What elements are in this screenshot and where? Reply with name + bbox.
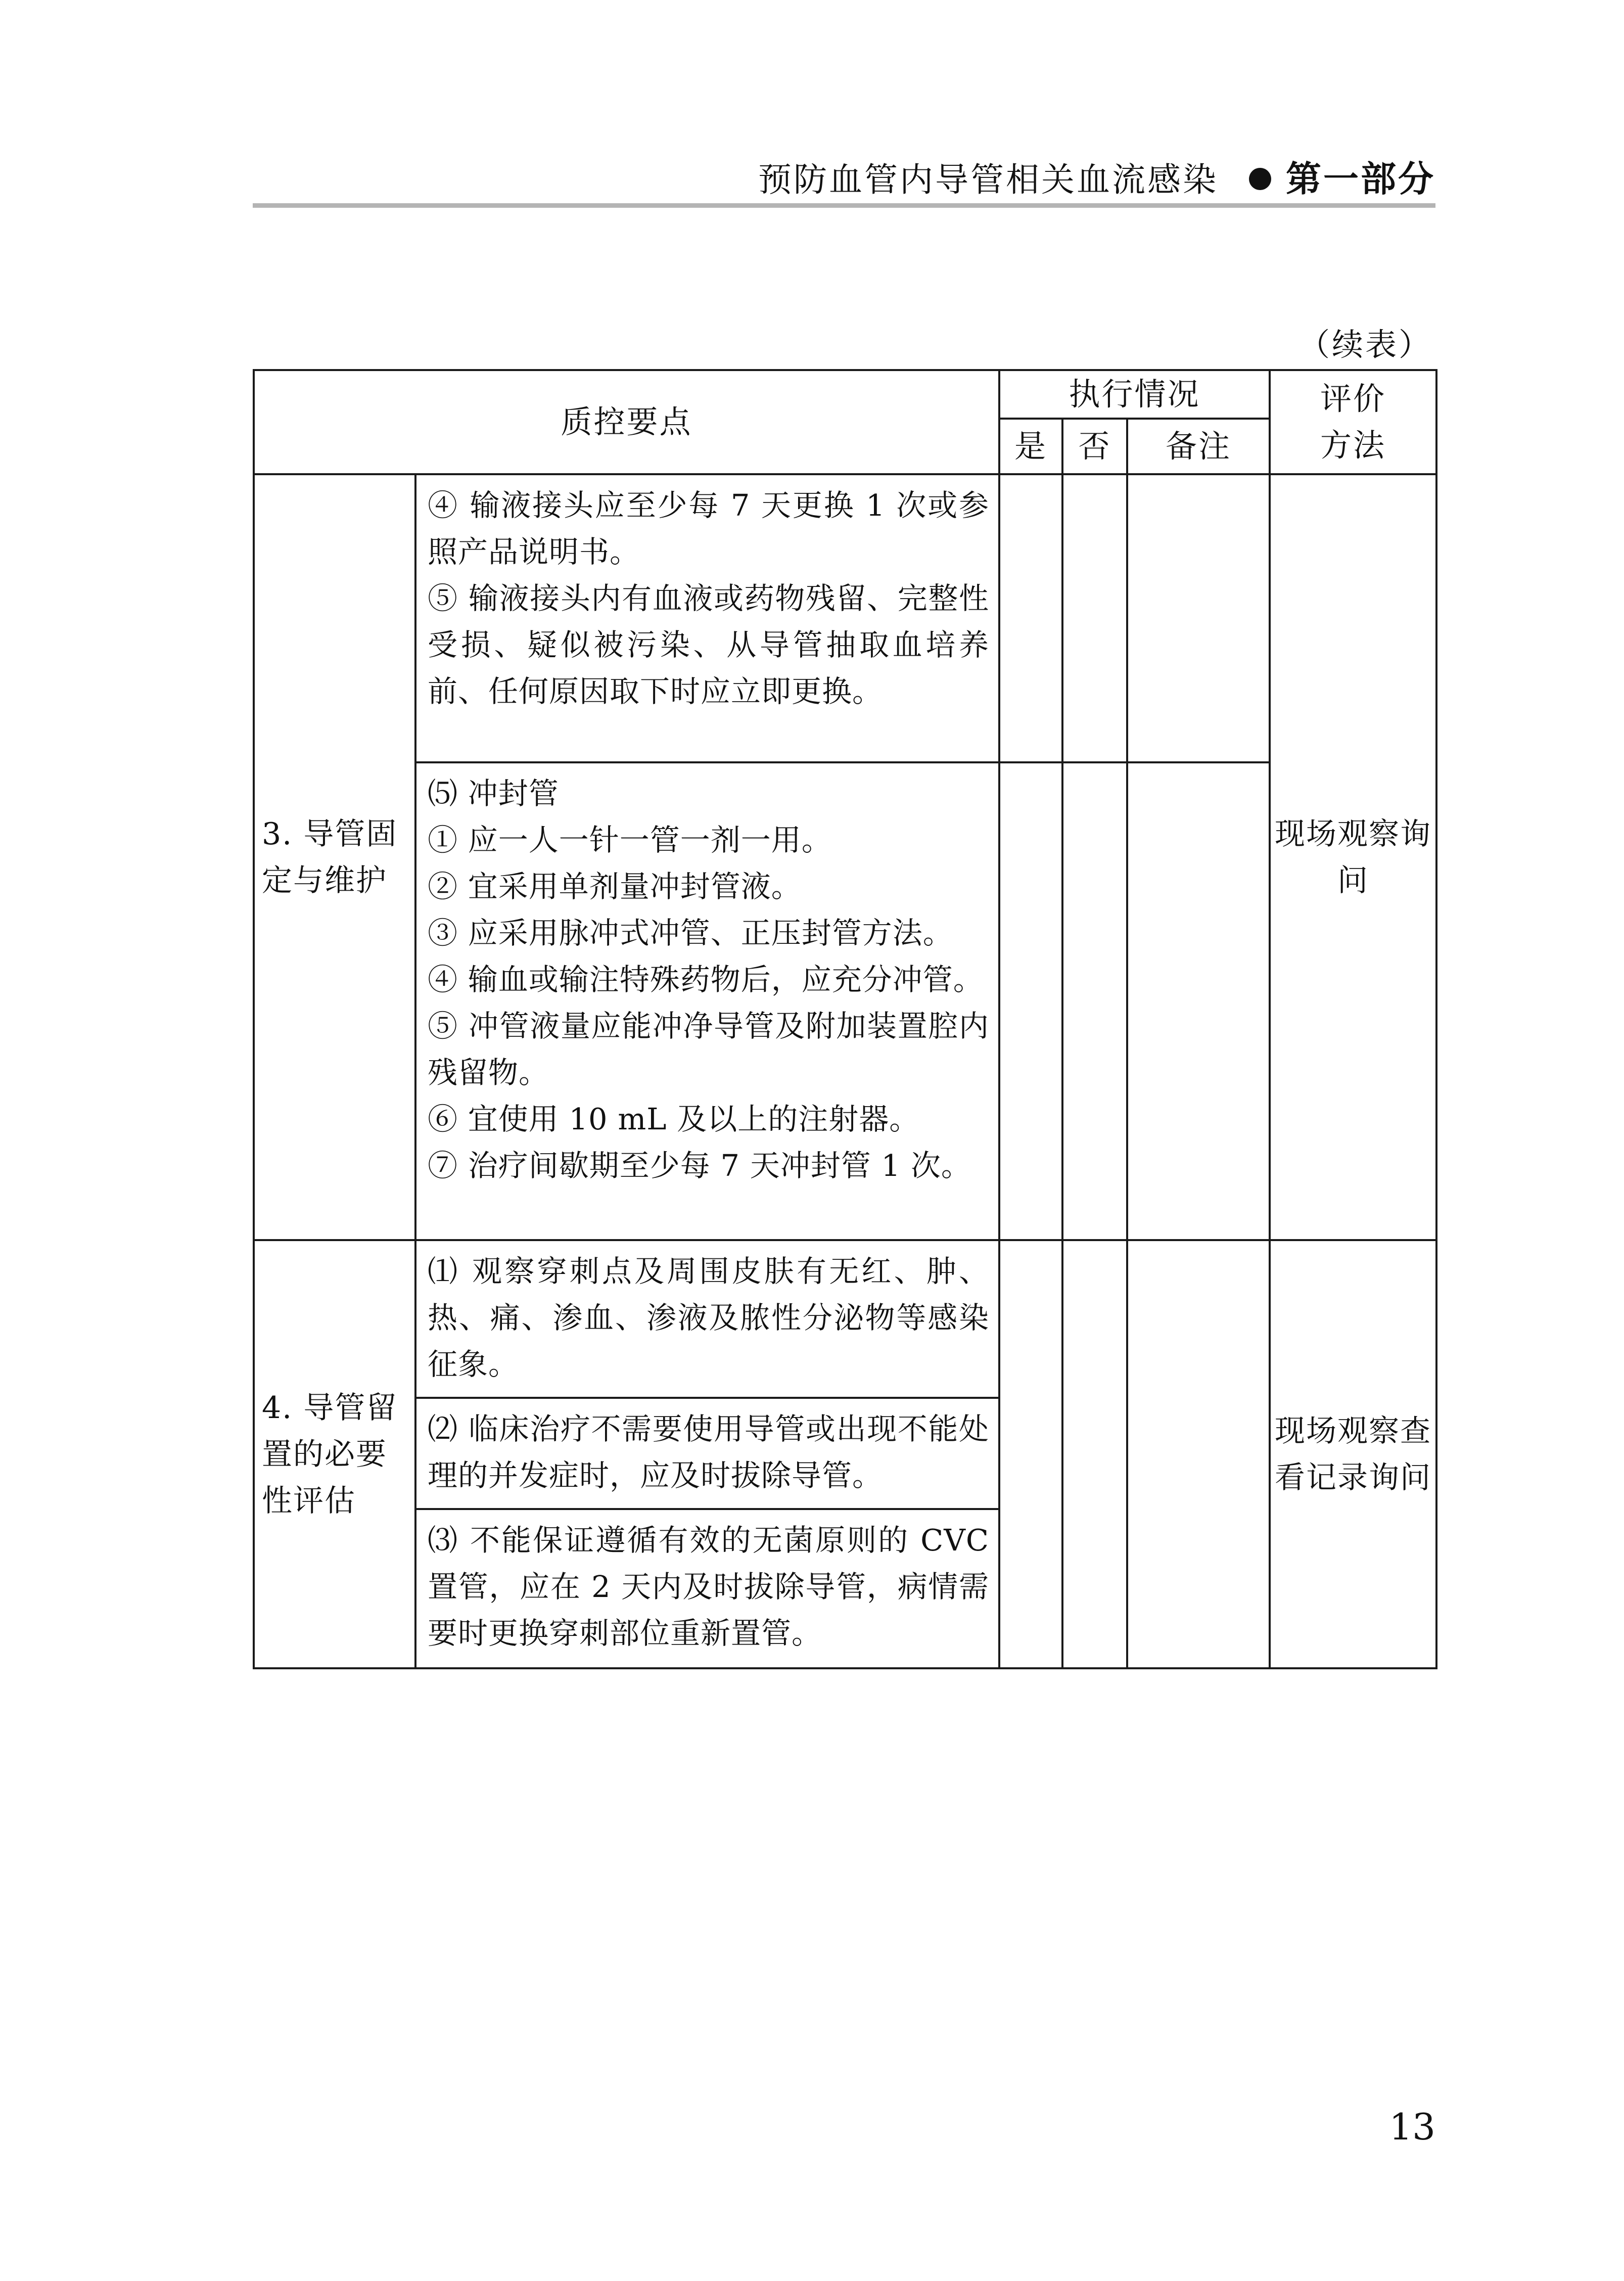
yes-cell[interactable] [999, 762, 1062, 1240]
running-header [253, 147, 1435, 202]
content-line: ⑦ 治疗间歇期至少每 7 天冲封管 1 次。 [428, 1148, 971, 1183]
content-line: ⑴ 观察穿刺点及周围皮肤有无红、肿、热、痛、渗血、渗液及脓性分泌物等感染征象。 [428, 1254, 990, 1382]
content-line: ③ 应采用脉冲式冲管、正压封管方法。 [428, 916, 953, 950]
remarks-cell[interactable] [1127, 762, 1270, 1240]
content-line: ⑵ 临床治疗不需要使用导管或出现不能处理的并发症时，应及时拔除导管。 [428, 1411, 990, 1493]
content-cell [415, 1398, 999, 1509]
table-row [254, 1240, 1436, 1398]
table-row [254, 474, 1436, 762]
header-evaluation-line2: 方法 [1320, 427, 1386, 464]
header-evaluation-line1: 评价 [1320, 380, 1386, 417]
content-line: ⑶ 不能保证遵循有效的无菌原则的 CVC 置管，应在 2 天内及时拔除导管，病情需要时更换穿刺部位重新置管。 [428, 1523, 990, 1651]
header-part-label: 第一部分 [1286, 158, 1435, 200]
header-no: 否 [1062, 419, 1127, 474]
content-cell [415, 1509, 999, 1668]
continued-label: （续表） [1298, 326, 1432, 363]
content-line: ① 应一人一针一管一剂一用。 [428, 823, 832, 857]
no-cell[interactable] [1062, 762, 1127, 1240]
category-cell: 3. 导管固定与维护 [254, 474, 415, 1240]
content-line: ④ 输液接头应至少每 7 天更换 1 次或参照产品说明书。 [428, 488, 990, 569]
header-key-points: 质控要点 [254, 370, 999, 474]
content-line: ④ 输血或输注特殊药物后，应充分冲管。 [428, 962, 984, 997]
header-rule [253, 203, 1435, 208]
content-cell [415, 1240, 999, 1398]
remarks-cell[interactable] [1127, 474, 1270, 762]
header-title: 预防血管内导管相关血流感染 [758, 160, 1218, 199]
no-cell[interactable] [1062, 1240, 1127, 1668]
yes-cell[interactable] [999, 474, 1062, 762]
page-number: 13 [1389, 2106, 1435, 2148]
bullet-dot-icon [1249, 168, 1271, 190]
table-row [254, 762, 1436, 1240]
remarks-cell[interactable] [1127, 1240, 1270, 1668]
content-line: ⑤ 输液接头内有血液或药物残留、完整性受损、疑似被污染、从导管抽取血培养前、任何原因取下时应立即更换。 [428, 581, 990, 709]
content-line: ⑤ 冲管液量应能冲净导管及附加装置腔内残留物。 [428, 1009, 990, 1090]
header-execution: 执行情况 [999, 370, 1270, 419]
header-yes: 是 [999, 419, 1062, 474]
method-cell: 现场观察询问 [1270, 474, 1436, 1240]
header-evaluation [1270, 370, 1436, 474]
no-cell[interactable] [1062, 474, 1127, 762]
category-cell: 4. 导管留置的必要性评估 [254, 1240, 415, 1668]
content-line: ⑸ 冲封管 [428, 776, 559, 811]
yes-cell[interactable] [999, 1240, 1062, 1668]
content-cell [415, 762, 999, 1240]
content-line: ⑥ 宜使用 10 mL 及以上的注射器。 [428, 1102, 920, 1136]
content-cell [415, 474, 999, 762]
header-remarks: 备注 [1127, 419, 1270, 474]
method-cell: 现场观察查看记录询问 [1270, 1240, 1436, 1668]
quality-control-table [253, 369, 1437, 1669]
content-line: ② 宜采用单剂量冲封管液。 [428, 869, 802, 904]
